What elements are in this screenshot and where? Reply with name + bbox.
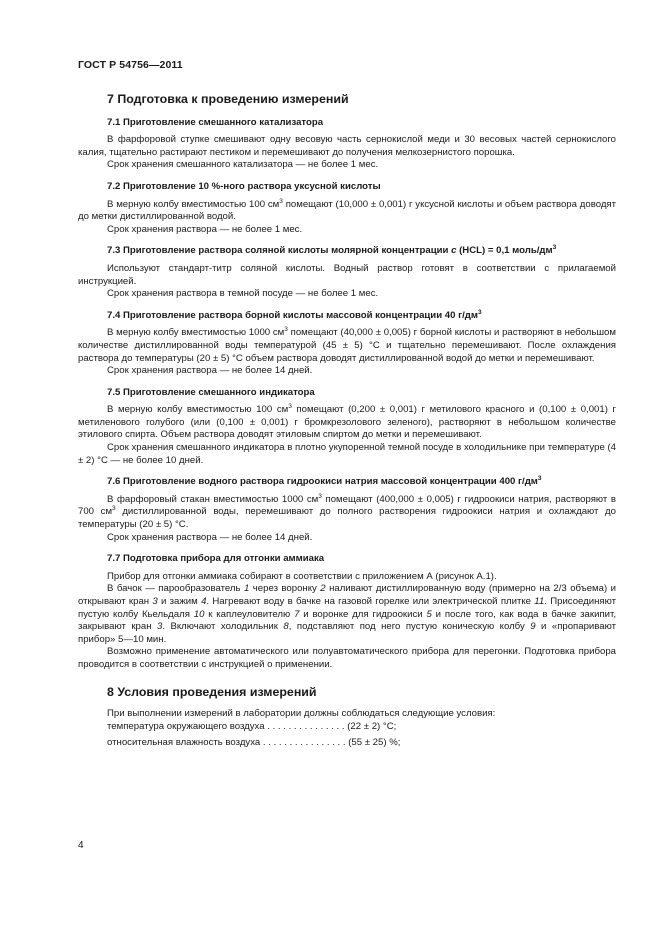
superscript: 3 (112, 505, 116, 513)
text-run: помещают (0,200 ± 0,001) г метилового красного и (0,100 ± 0,001) г метиленового голубого (или (0,100 ± 0,001) г бромкрезолового зеленого), растворяют в небольшом количестве этилового спирта. Объем раствора доводят этиловым спиртом до метки и перемешивают. (78, 404, 616, 441)
text-run: 7.4 Приготовление раствора борной кислоты массовой концентрации 40 г/дм (107, 309, 478, 321)
paragraph: В фарфоровой ступке смешивают одну весовую часть сернокислой меди и 30 весовых частей сернокислого калия, тщательно растирают пестиком и перемешивают до получения мелкозернистого порошка. (78, 134, 616, 158)
text-run: (HCL) = 0,1 моль/дм (456, 245, 553, 257)
paragraph (78, 327, 616, 365)
paragraph: Срок хранения смешанного индикатора в плотно укупоренной темной посуде в холодильнике при температуре (4 ± 2) °С — не более 10 дней. (78, 442, 616, 466)
condition-label: температура окружающего воздуха (107, 720, 265, 732)
superscript: 3 (477, 308, 482, 316)
text-run: 3 (152, 596, 158, 607)
text-run: к каплеуловителю (204, 608, 295, 620)
paragraph: Возможно применение автоматического или полуавтоматического прибора для перегонки. Подготовка прибора проводится в соответствии с инструкцией о применении. (78, 646, 616, 670)
paragraph (78, 404, 616, 442)
text-run: 4 (201, 596, 207, 607)
text-run: 7.3 Приготовление раствора соляной кислоты молярной концентрации (107, 245, 452, 257)
dot-leader: . . . . . . . . . . . . . . . . (260, 737, 349, 749)
superscript: 3 (279, 197, 283, 205)
subsection-7-5-title: 7.5 Приготовление смешанного индикатора (107, 386, 315, 398)
text-run: и после того, как вода в бачке закипит, закрывают кран (78, 608, 616, 633)
text-run: В фарфоровый стакан вместимостью 1000 см (107, 493, 319, 505)
text-run: и воронке для гидроокиси (299, 608, 427, 620)
standard-header: ГОСТ Р 54756—2011 (78, 59, 183, 71)
subsection-7-7-title: 7.7 Подготовка прибора для отгонки аммиака (107, 553, 325, 565)
text-run: . Нагревают воду в бачке на газовой горелке или электрической плитке (206, 596, 535, 607)
paragraph: Срок хранения раствора — не более 14 дней. (107, 531, 313, 543)
condition-row-temperature (107, 721, 616, 734)
subsection-7-2-title: 7.2 Приготовление 10 %-ного раствора уксусной кислоты (107, 180, 381, 192)
paragraph (78, 583, 616, 646)
text-run: 1 (243, 583, 250, 595)
text-run: 8 (283, 621, 289, 633)
text-run: 11 (534, 596, 545, 607)
paragraph: При выполнении измерений в лаборатории должны соблюдаться следующие условия: (107, 708, 496, 720)
superscript: 3 (288, 403, 292, 411)
text-run: дистиллированной воды, перемешивают до полного растворения гидроокиси натрия и охлаждают до температуры (20 ± 5) °С. (78, 506, 616, 531)
section-7-title: 7 Подготовка к проведению измерений (107, 92, 349, 106)
paragraph (78, 494, 616, 532)
text-run: наливают дистиллированную воду (примерно на 2/3 объема) и открывают кран (78, 583, 616, 607)
text-run: через воронку (249, 583, 321, 595)
text-run: помещают (10,000 ± 0,001) г уксусной кислоты и объем раствора доводят до метки дистиллированной водой. (78, 198, 617, 223)
paragraph: Срок хранения смешанного катализатора — не более 1 мес. (107, 159, 379, 171)
subsection-7-3-title (107, 245, 616, 258)
section-8-title: 8 Условия проведения измерений (107, 684, 317, 699)
text-run: 7.6 Приготовление водного раствора гидроокиси натрия массовой концентрации 400 г/дм (107, 476, 538, 488)
paragraph: Прибор для отгонки аммиака собирают в соответствии с приложением А (рисунок А.1). (107, 570, 497, 582)
text-run: и зажим (157, 596, 202, 607)
text-run: , подставляют под него пустую коническую колбу (288, 621, 531, 633)
paragraph: Срок хранения раствора в темной посуде — не более 1 мес. (107, 288, 379, 300)
dot-leader: . . . . . . . . . . . . . . . (264, 720, 348, 732)
text-run: 10 (193, 608, 205, 620)
text-run: 2 (320, 583, 326, 595)
superscript: 3 (284, 326, 288, 334)
text-run: . Включают холодильник (162, 621, 284, 633)
superscript: 3 (552, 244, 557, 252)
text-run: В бачок — парообразователь (107, 583, 244, 595)
paragraph: Используют стандарт-титр соляной кислоты. Водный раствор готовят в соответствии с прилагаемой инструкцией. (78, 262, 616, 287)
text-run: В мерную колбу вместимостью 1000 см (107, 327, 285, 339)
text-run: 3 (156, 621, 163, 633)
page-content (78, 93, 616, 750)
condition-value: (22 ± 2) °С; (347, 720, 397, 732)
superscript: 3 (537, 475, 542, 483)
condition-value: (55 ± 25) %; (348, 737, 401, 749)
subsection-7-6-title (107, 476, 616, 489)
paragraph: Срок хранения раствора — не более 1 мес. (107, 223, 303, 235)
text-run: и «пропаривают прибор» 5—10 мин. (78, 621, 616, 645)
text-run: с (451, 245, 457, 257)
condition-label: относительная влажность воздуха (107, 737, 261, 749)
subsection-7-4-title (107, 310, 616, 323)
text-run: 9 (530, 621, 536, 633)
superscript: 3 (318, 492, 322, 500)
paragraph: Срок хранения раствора — не более 14 дней. (107, 365, 313, 377)
condition-row-humidity (107, 737, 616, 750)
text-run: помещают (40,000 ± 0,005) г борной кислоты и растворяют в небольшом количестве дистиллированной воды температурой (45 ± 5) °С и тщательно перемешивают. После охлаждения раствора до температуры (20 ± 5) °С объем раствора доводят дистиллированной водой до метки и перемешивают. (78, 327, 616, 364)
text-run: В мерную колбу вместимостью 100 см (107, 198, 280, 210)
page-number: 4 (78, 840, 84, 851)
text-run: 5 (426, 608, 432, 620)
paragraph (78, 199, 616, 224)
text-run: В мерную колбу вместимостью 100 см (107, 404, 289, 416)
subsection-7-1-title: 7.1 Приготовление смешанного катализатора (107, 116, 324, 128)
text-run: . Присоединяют пустую колбу Кьельдаля (78, 596, 616, 620)
text-run: 7 (294, 608, 300, 620)
text-run: помещают (400,000 ± 0,005) г гидроокиси натрия, растворяют в 700 см (78, 493, 616, 518)
